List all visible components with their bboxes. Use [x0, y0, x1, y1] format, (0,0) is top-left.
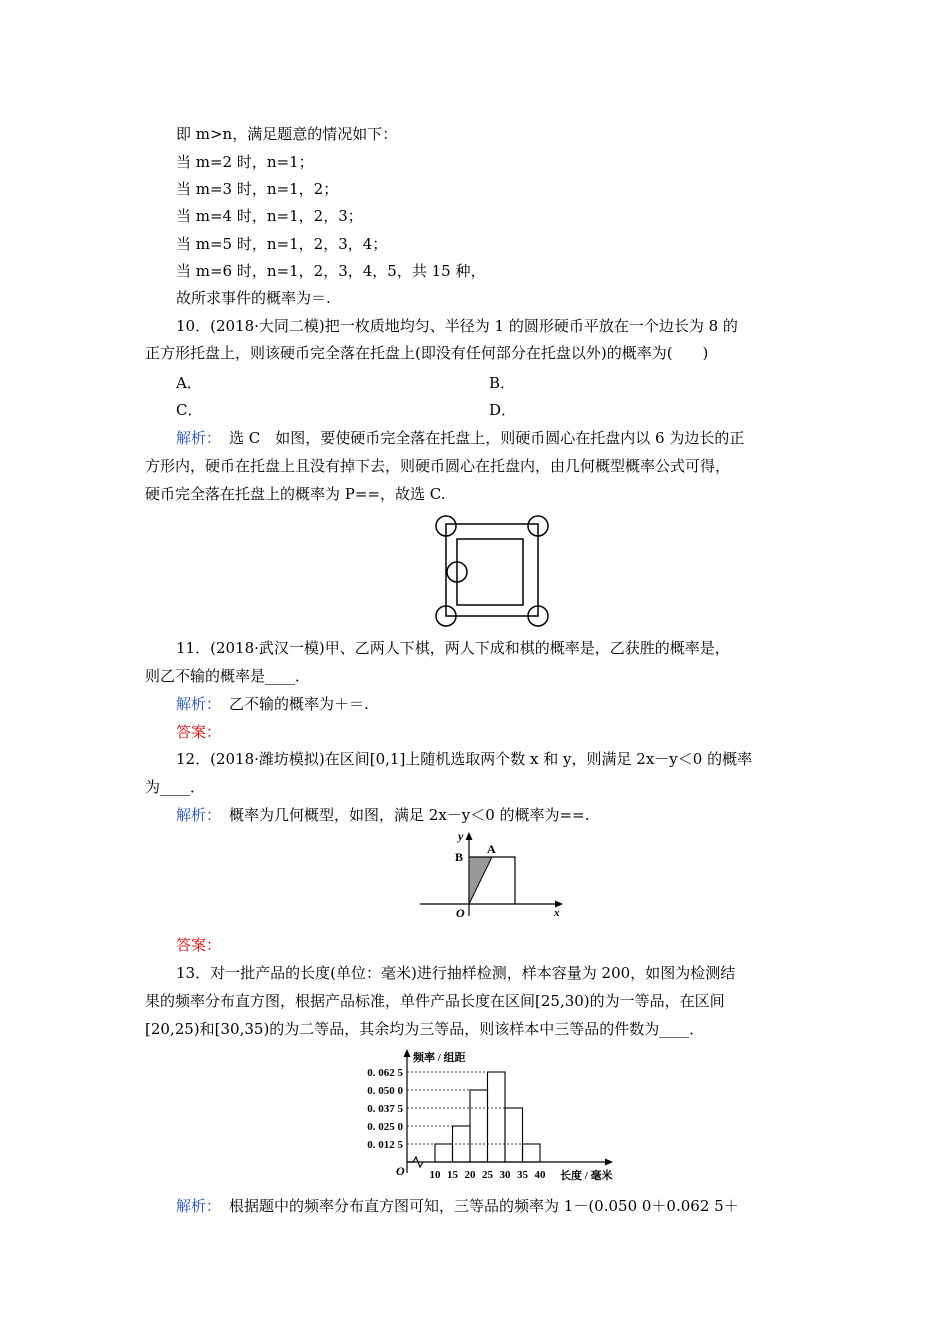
- x-tick-label: 20: [464, 1169, 476, 1181]
- text-line: 则乙不输的概率是____．: [145, 667, 311, 685]
- text-line: 即 m>n，满足题意的情况如下：: [176, 125, 398, 143]
- text-line: 乙不输的概率为＋＝.: [229, 695, 369, 713]
- x-axis-title: 长度 / 毫米: [560, 1170, 613, 1182]
- text-line: 当 m=5 时，n=1，2，3，4；: [176, 235, 388, 253]
- text-line: 选 C 如图，要使硬币完全落在托盘上，则硬币圆心在托盘内以 6 为边长的正: [229, 429, 745, 447]
- probability-region-figure: [415, 826, 575, 920]
- y-axis-title: 频率 / 组距: [413, 1052, 466, 1064]
- text-line: 当 m=3 时，n=1，2；: [176, 180, 339, 198]
- x-tick-label: 10: [429, 1169, 441, 1181]
- text-line: 根据题中的频率分布直方图可知，三等品的频率为 1－(0.050 0＋0.062 5＋: [229, 1197, 739, 1215]
- text-line: 12．(2018·潍坊模拟)在区间[0,1]上随机选取两个数 x 和 y，则满足 2x－y＜0 的概率: [176, 750, 753, 768]
- y-tick-label: 0. 012 5: [367, 1139, 403, 1151]
- solution-label: 解析：: [176, 1197, 222, 1215]
- text-line: D．: [489, 401, 517, 419]
- histogram-bar: [488, 1072, 506, 1162]
- y-axis-arrow: [404, 1049, 411, 1057]
- text-line: C．: [176, 401, 203, 419]
- text-line: 当 m=6 时，n=1，2，3，4，5，共 15 种，: [176, 262, 486, 280]
- solution-label: 解析：: [176, 806, 222, 824]
- histogram-bar: [505, 1108, 523, 1162]
- text-line: 正方形托盘上，则该硬币完全落在托盘上(即没有任何部分在托盘以外)的概率为( ): [145, 344, 709, 362]
- text-line: 故所求事件的概率为＝.: [176, 289, 331, 307]
- histogram-bar: [435, 1144, 453, 1162]
- origin-label: O: [396, 1164, 405, 1178]
- answer-label: 答案：: [176, 723, 222, 741]
- shaded-region: [469, 857, 492, 904]
- histogram-bar: [523, 1144, 541, 1162]
- y-axis-arrow: [466, 832, 473, 840]
- text-line: 当 m=2 时，n=1；: [176, 153, 314, 171]
- y-axis-label: y: [458, 829, 464, 843]
- origin-label: O: [456, 906, 465, 920]
- text-line: A．: [176, 374, 202, 392]
- text-line: 10．(2018·大同二模)把一枚质地均匀、半径为 1 的圆形硬币平放在一个边长为 8 的: [176, 317, 738, 335]
- text-line: 概率为几何概型，如图，满足 2x－y＜0 的概率为==.: [229, 806, 590, 824]
- x-tick-label: 35: [517, 1169, 528, 1181]
- tray-outer-square: [446, 524, 538, 616]
- y-tick-label: 0. 050 0: [367, 1085, 403, 1097]
- point-b-label: B: [455, 850, 464, 864]
- x-tick-label: 25: [482, 1169, 493, 1181]
- y-tick-label: 0. 025 0: [367, 1121, 403, 1133]
- x-tick-label: 40: [534, 1169, 546, 1181]
- x-tick-label: 30: [499, 1169, 511, 1181]
- answer-label: 答案：: [176, 936, 222, 954]
- text-line: B．: [489, 374, 516, 392]
- text-line: 当 m=4 时，n=1，2，3；: [176, 207, 363, 225]
- x-axis-label: x: [554, 907, 560, 919]
- text-line: [20,25)和[30,35)的为二等品，其余均为三等品，则该样本中三等品的件数为____．: [145, 1020, 705, 1038]
- text-line: 硬币完全落在托盘上的概率为 P==，故选 C.: [145, 485, 446, 503]
- x-tick-label: 15: [447, 1169, 458, 1181]
- text-line: 方形内，硬币在托盘上且没有掉下去，则硬币圆心在托盘内，由几何概型概率公式可得，: [145, 457, 731, 475]
- x-axis-arrow: [605, 1159, 613, 1166]
- text-line: 13．对一批产品的长度(单位：毫米)进行抽样检测，样本容量为 200，如图为检测结: [176, 964, 736, 982]
- text-line: 为____．: [145, 778, 206, 796]
- y-tick-label: 0. 062 5: [367, 1067, 403, 1079]
- coin-tray-figure: [430, 513, 550, 630]
- frequency-histogram: [355, 1048, 625, 1190]
- text-line: 果的频率分布直方图，根据产品标准，单件产品长度在区间[25,30)的为一等品，在区间: [145, 992, 725, 1010]
- text-line: 11．(2018·武汉一模)甲、乙两人下棋，两人下成和棋的概率是，乙获胜的概率是，: [176, 639, 730, 657]
- solution-label: 解析：: [176, 429, 222, 447]
- point-a-label: A: [487, 842, 496, 856]
- histogram-bar: [470, 1090, 488, 1162]
- solution-label: 解析：: [176, 695, 222, 713]
- y-tick-label: 0. 037 5: [367, 1103, 403, 1115]
